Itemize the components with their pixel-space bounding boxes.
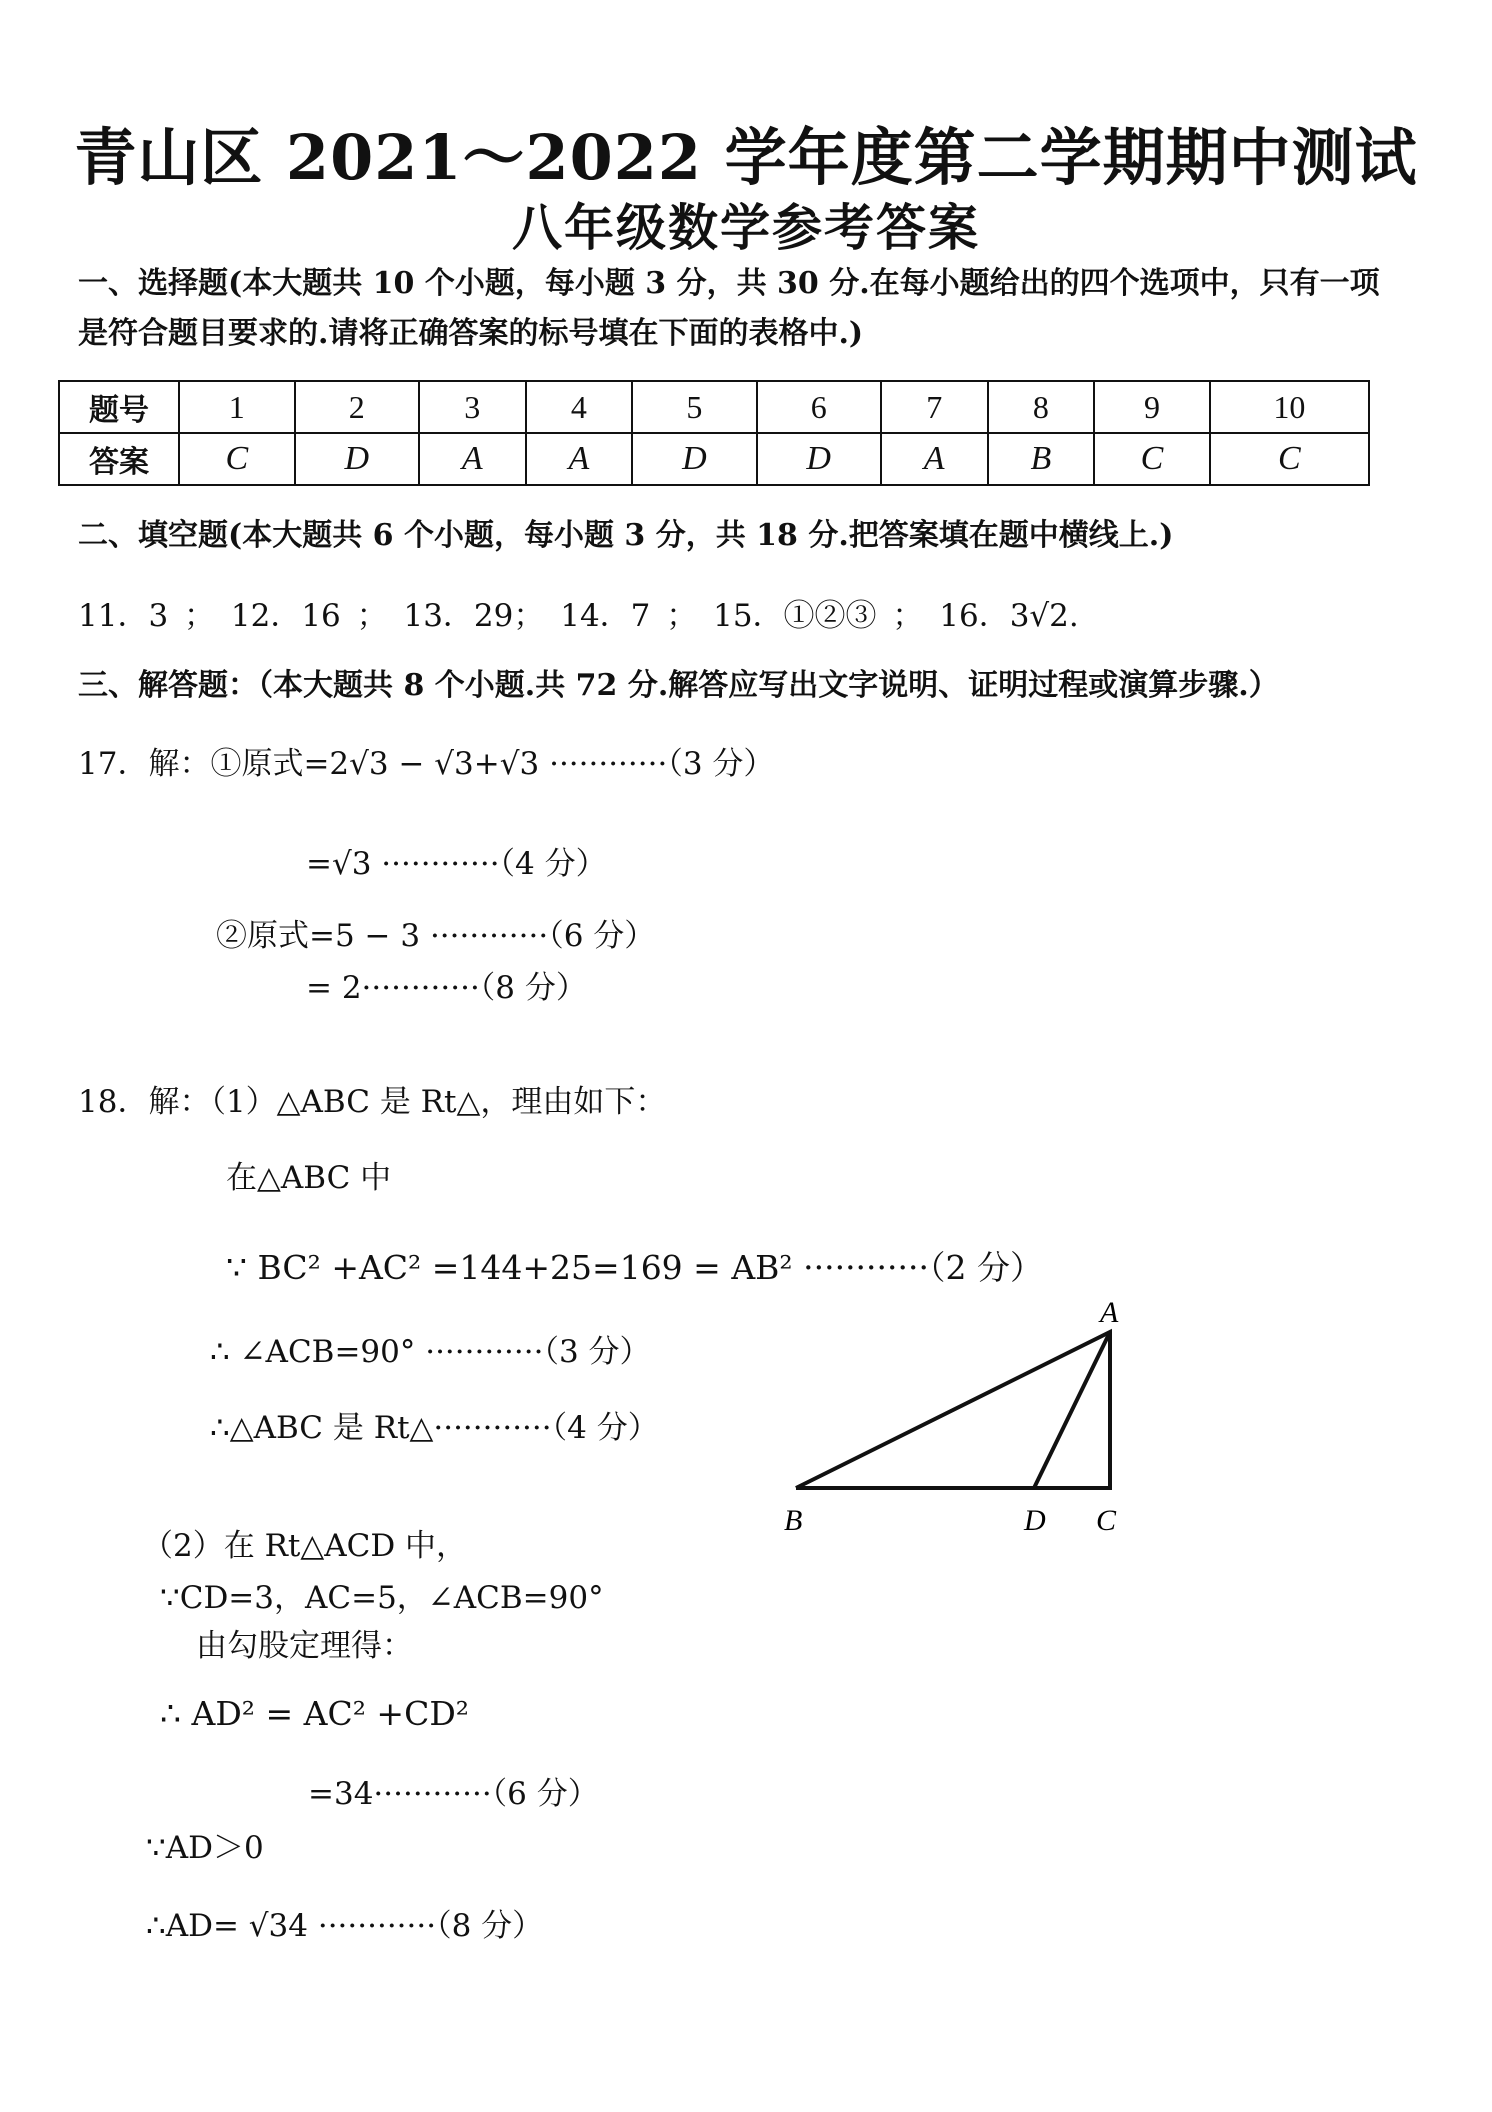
q18-line7: ∵CD=3，AC=5，∠ACB=90° [160, 1580, 604, 1616]
table-header-label: 题号 [59, 381, 179, 433]
table-number: 4 [526, 381, 633, 433]
q18-line4: ∴ ∠ACB=90° ············（3 分） [210, 1334, 651, 1370]
table-answer: A [419, 433, 526, 485]
q18-line9: ∴ AD² = AC² +CD² [160, 1694, 470, 1733]
section1-line1: 一、选择题(本大题共 10 个小题，每小题 3 分，共 30 分.在每小题给出的四个选项中，只有一项 [78, 266, 1380, 301]
table-number: 8 [988, 381, 1095, 433]
table-answer: A [526, 433, 633, 485]
table-number: 9 [1094, 381, 1210, 433]
table-answer: C [1210, 433, 1369, 485]
page-title: 青山区 2021～2022 学年度第二学期期中测试 [74, 121, 1418, 194]
fill-answers-line: 11．3 ； 12．16 ； 13．29； 14．7 ； 15．①②③ ； 16．3√2. [78, 598, 1079, 634]
table-number: 2 [295, 381, 419, 433]
table-row-answers [59, 433, 1369, 485]
label-b: B [784, 1504, 803, 1537]
label-c: C [1096, 1504, 1117, 1537]
q18-line8: 由勾股定理得： [196, 1628, 413, 1664]
table-answer: A [881, 433, 988, 485]
table-number: 10 [1210, 381, 1369, 433]
q18-line1: 18．解：（1）△ABC 是 Rt△，理由如下： [78, 1084, 667, 1120]
page-subtitle: 八年级数学参考答案 [512, 198, 980, 257]
q18-line6: （2）在 Rt△ACD 中， [142, 1528, 468, 1564]
q18-line3: ∵ BC² +AC² =144+25=169 = AB² ············（2 分） [226, 1248, 1043, 1287]
section1-line2: 是符合题目要求的.请将正确答案的标号填在下面的表格中.) [78, 316, 864, 351]
label-d: D [1024, 1504, 1046, 1537]
table-number: 3 [419, 381, 526, 433]
table-answer: C [179, 433, 295, 485]
table-answer-label: 答案 [59, 433, 179, 485]
table-number: 1 [179, 381, 295, 433]
table-answer: D [295, 433, 419, 485]
table-number: 6 [757, 381, 881, 433]
triangle-figure [770, 1290, 1150, 1550]
table-number: 5 [632, 381, 756, 433]
table-answer: B [988, 433, 1095, 485]
triangle-abc [796, 1332, 1110, 1488]
q18-line10: =34············（6 分） [308, 1776, 599, 1812]
q17-line3: ②原式=5 − 3 ············（6 分） [216, 918, 656, 954]
segment-ad [1034, 1332, 1110, 1488]
answer-table [58, 380, 1370, 486]
table-number: 7 [881, 381, 988, 433]
q18-line12: ∴AD= √34 ············（8 分） [146, 1908, 544, 1944]
table-answer: C [1094, 433, 1210, 485]
q17-line2: =√3 ············（4 分） [306, 846, 607, 882]
section2-heading: 二、填空题(本大题共 6 个小题，每小题 3 分，共 18 分.把答案填在题中横线上.) [78, 518, 1174, 553]
q18-line2: 在△ABC 中 [226, 1160, 392, 1196]
q18-line5: ∴△ABC 是 Rt△············（4 分） [210, 1410, 659, 1446]
q17-line4: = 2············（8 分） [306, 970, 587, 1006]
label-a: A [1100, 1296, 1119, 1329]
table-row-numbers [59, 381, 1369, 433]
section3-heading: 三、解答题：（本大题共 8 个小题.共 72 分.解答应写出文字说明、证明过程或演算步骤.） [78, 668, 1279, 703]
table-answer: D [757, 433, 881, 485]
table-answer: D [632, 433, 756, 485]
q17-line1: 17．解：①原式=2√3 − √3+√3 ············（3 分） [78, 746, 775, 782]
q18-line11: ∵AD＞0 [146, 1830, 264, 1866]
